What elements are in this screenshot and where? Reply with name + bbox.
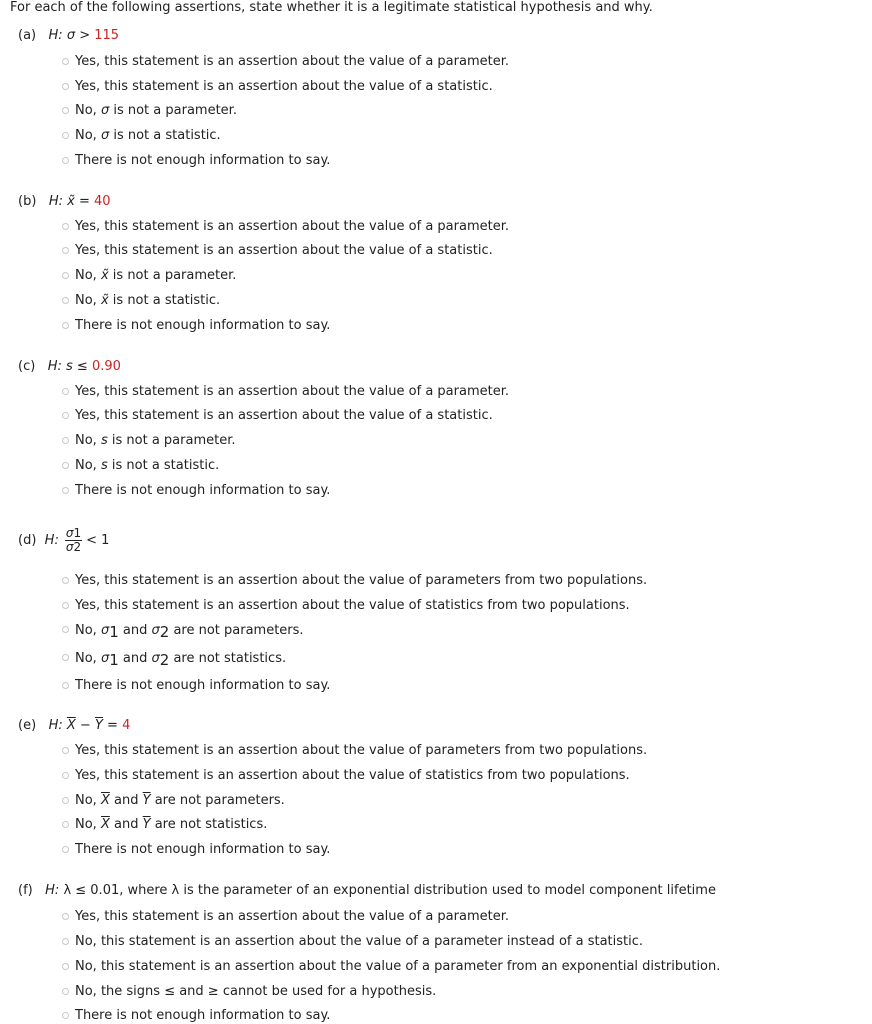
option-label: No, $\overline{X}$ and $\overline{Y}$ are not parameters.: [75, 792, 285, 808]
option-label: There is not enough information to say.: [75, 677, 331, 693]
option-e1[interactable]: [62, 741, 647, 759]
option-c3[interactable]: [62, 431, 235, 449]
hypothesis-h: H:: [45, 883, 60, 898]
question-e-statement: [18, 718, 130, 733]
hypothesis-h: H:: [47, 359, 62, 374]
symbol: x̃: [67, 194, 75, 209]
option-label: No, x̃ is not a statistic.: [75, 292, 221, 308]
question-f-statement: [18, 883, 716, 898]
option-f2[interactable]: [62, 932, 643, 950]
option-d4[interactable]: [62, 648, 287, 669]
option-b2[interactable]: [62, 241, 493, 259]
option-e3[interactable]: [62, 791, 285, 809]
radio-button[interactable]: [62, 462, 69, 469]
radio-button[interactable]: [62, 988, 69, 995]
value: 4: [122, 718, 131, 733]
option-c2[interactable]: [62, 406, 493, 424]
option-c1[interactable]: [62, 382, 509, 400]
option-d3[interactable]: [62, 620, 304, 641]
option-a5[interactable]: [62, 151, 330, 169]
option-a1[interactable]: [62, 52, 509, 70]
option-label: No, σ1 and σ2 are not statistics.: [75, 651, 287, 669]
radio-button[interactable]: [62, 626, 69, 633]
option-e4[interactable]: [62, 815, 267, 833]
option-c5[interactable]: [62, 481, 330, 499]
operator: =: [107, 718, 118, 733]
x-bar: $\overline{X}$: [66, 718, 76, 733]
operator: ≤: [76, 359, 88, 374]
radio-button[interactable]: [62, 963, 69, 970]
option-label: No, this statement is an assertion about the value of a parameter instead of a statistic.: [75, 933, 644, 949]
question-label: (a): [18, 28, 37, 43]
question-label: (c): [18, 359, 36, 374]
option-label: Yes, this statement is an assertion about the value of statistics from two populations.: [75, 767, 630, 783]
option-label: Yes, this statement is an assertion about the value of a parameter.: [75, 218, 509, 234]
radio-button[interactable]: [62, 913, 69, 920]
option-label: No, x̃ is not a parameter.: [75, 267, 237, 283]
option-label: No, s is not a parameter.: [75, 432, 236, 448]
option-d5[interactable]: [62, 676, 330, 694]
option-label: Yes, this statement is an assertion about the value of a statistic.: [75, 242, 493, 258]
option-label: There is not enough information to say.: [75, 1007, 331, 1023]
radio-button[interactable]: [62, 846, 69, 853]
radio-button[interactable]: [62, 1012, 69, 1019]
option-label: Yes, this statement is an assertion about the value of a parameter.: [75, 383, 509, 399]
value: 40: [94, 194, 111, 209]
operator: =: [78, 194, 90, 209]
radio-button[interactable]: [62, 247, 69, 254]
radio-button[interactable]: [62, 747, 69, 754]
value: 0.90: [91, 359, 121, 374]
option-b1[interactable]: [62, 217, 509, 235]
option-f3[interactable]: [62, 957, 720, 975]
operator: >: [79, 28, 91, 43]
radio-button[interactable]: [62, 797, 69, 804]
option-b5[interactable]: [62, 316, 330, 334]
option-e5[interactable]: [62, 840, 330, 858]
hypothesis-h: H:: [48, 28, 63, 43]
radio-button[interactable]: [62, 272, 69, 279]
option-a3[interactable]: [62, 101, 237, 119]
option-label: No, this statement is an assertion about the value of a parameter from an exponential distribution.: [75, 958, 721, 974]
question-label: (b): [18, 194, 37, 209]
value: 115: [94, 28, 120, 43]
question-a-statement: [18, 28, 119, 43]
option-label: There is not enough information to say.: [75, 482, 331, 498]
radio-button[interactable]: [62, 821, 69, 828]
option-a4[interactable]: [62, 126, 221, 144]
option-f1[interactable]: [62, 907, 509, 925]
minus-sign: −: [79, 718, 91, 733]
option-label: Yes, this statement is an assertion about the value of a parameter.: [75, 908, 509, 924]
option-label: Yes, this statement is an assertion about the value of a parameter.: [75, 53, 509, 69]
radio-button[interactable]: [62, 107, 69, 114]
radio-button[interactable]: [62, 577, 69, 584]
option-label: There is not enough information to say.: [75, 841, 331, 857]
option-d2[interactable]: [62, 596, 630, 614]
question-label: (f): [18, 883, 33, 898]
option-label: No, $\overline{X}$ and $\overline{Y}$ are not statistics.: [75, 816, 268, 832]
radio-button[interactable]: [62, 437, 69, 444]
radio-button[interactable]: [62, 487, 69, 494]
question-label: (e): [18, 718, 37, 733]
sigma-ratio: $\frac{\sigma 1}{\sigma 2}$: [65, 526, 82, 554]
y-bar: $\overline{Y}$: [94, 718, 103, 733]
hypothesis-h: H:: [48, 718, 63, 733]
radio-button[interactable]: [62, 654, 69, 661]
option-label: No, σ1 and σ2 are not parameters.: [75, 623, 304, 641]
hypothesis-h: H:: [44, 533, 59, 548]
radio-button[interactable]: [62, 388, 69, 395]
radio-button[interactable]: [62, 157, 69, 164]
option-e2[interactable]: [62, 766, 630, 784]
question-label: (d): [18, 533, 37, 548]
option-label: Yes, this statement is an assertion about the value of statistics from two populations.: [75, 597, 630, 613]
option-label: Yes, this statement is an assertion about the value of a statistic.: [75, 407, 493, 423]
option-f4[interactable]: [62, 982, 436, 1000]
option-label: Yes, this statement is an assertion about the value of parameters from two populations.: [75, 572, 648, 588]
option-label: No, σ is not a statistic.: [75, 127, 221, 143]
inequality: < 1: [86, 533, 110, 548]
symbol: σ: [66, 28, 76, 43]
instructions: For each of the following assertions, state whether it is a legitimate statistical hypothesis and why.: [10, 0, 653, 15]
radio-button[interactable]: [62, 322, 69, 329]
option-label: Yes, this statement is an assertion about the value of parameters from two populations.: [75, 742, 648, 758]
radio-button[interactable]: [62, 58, 69, 65]
option-b4[interactable]: [62, 291, 220, 309]
option-label: Yes, this statement is an assertion about the value of a statistic.: [75, 78, 493, 94]
statement-text: λ ≤ 0.01, where λ is the parameter of an exponential distribution used to model component lifetime: [63, 883, 716, 898]
option-d1[interactable]: [62, 571, 647, 589]
question-c-statement: [18, 359, 121, 374]
question-b-statement: [18, 194, 111, 209]
option-b3[interactable]: [62, 266, 236, 284]
option-label: No, σ is not a parameter.: [75, 102, 237, 118]
radio-button[interactable]: [62, 938, 69, 945]
radio-button[interactable]: [62, 132, 69, 139]
option-label: No, s is not a statistic.: [75, 457, 220, 473]
radio-button[interactable]: [62, 412, 69, 419]
option-a2[interactable]: [62, 77, 493, 95]
option-label: There is not enough information to say.: [75, 317, 331, 333]
radio-button[interactable]: [62, 602, 69, 609]
option-label: No, the signs ≤ and ≥ cannot be used for a hypothesis.: [75, 983, 437, 999]
option-label: There is not enough information to say.: [75, 152, 331, 168]
radio-button[interactable]: [62, 772, 69, 779]
symbol: s: [66, 359, 73, 374]
radio-button[interactable]: [62, 83, 69, 90]
radio-button[interactable]: [62, 297, 69, 304]
hypothesis-h: H:: [48, 194, 63, 209]
option-f5[interactable]: [62, 1006, 330, 1024]
question-d-statement: [18, 527, 109, 554]
radio-button[interactable]: [62, 682, 69, 689]
radio-button[interactable]: [62, 223, 69, 230]
option-c4[interactable]: [62, 456, 219, 474]
